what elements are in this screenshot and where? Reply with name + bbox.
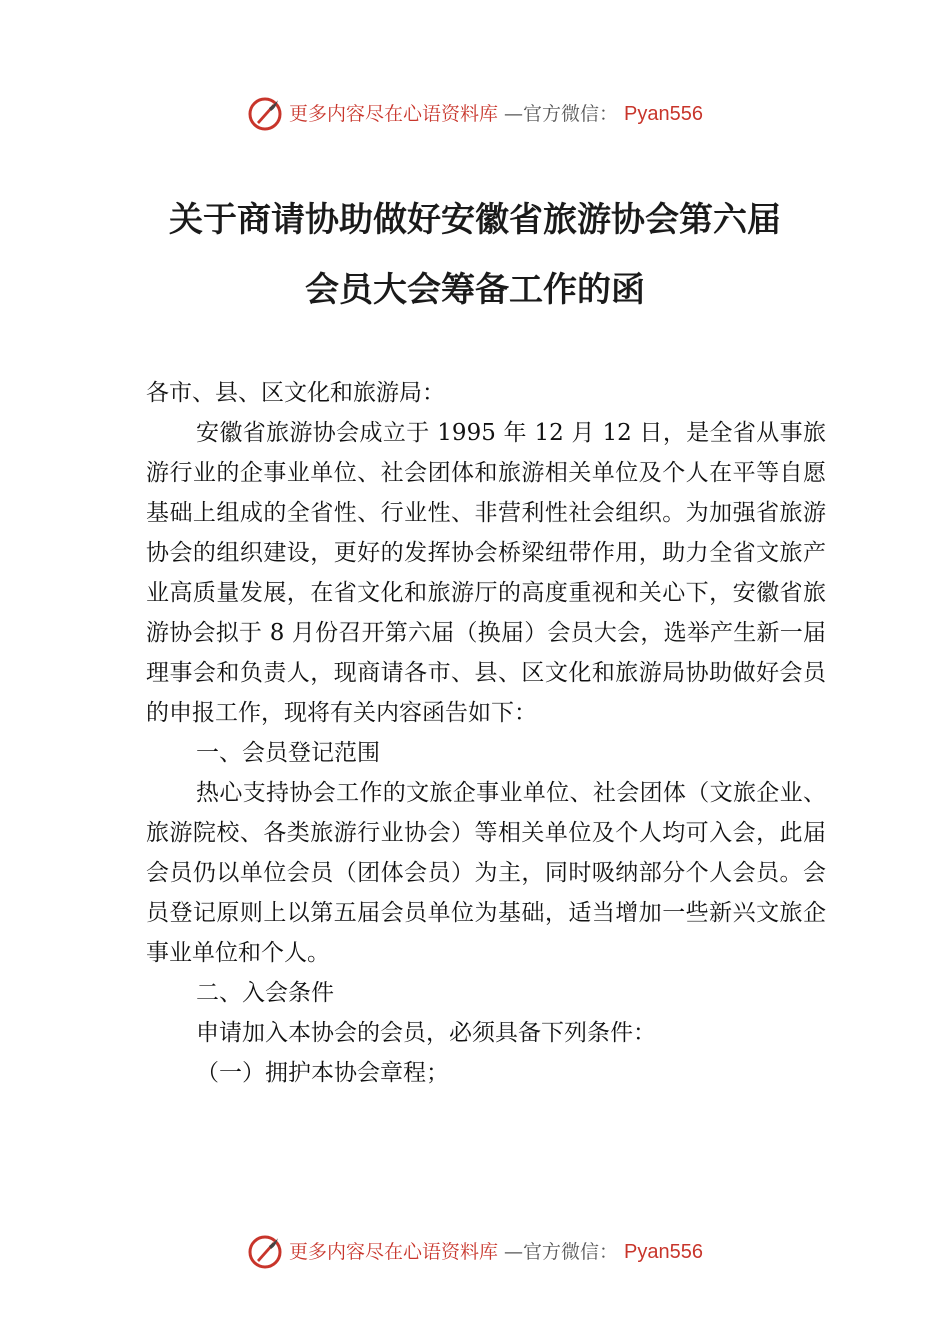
- watermark-header: [0, 94, 950, 134]
- quill-logo-icon: [247, 1234, 283, 1270]
- paragraph-conditions: 申请加入本协会的会员，必须具备下列条件：: [196, 1020, 656, 1046]
- watermark-red-text: 更多内容尽在心语资料库: [289, 1241, 499, 1263]
- watermark-gray-text: —官方微信：: [504, 103, 619, 125]
- condition-item-1: （一）拥护本协会章程；: [196, 1060, 449, 1086]
- watermark-gray-text: —官方微信：: [504, 1241, 619, 1263]
- watermark-footer: [0, 1232, 950, 1272]
- quill-logo-icon: [247, 96, 283, 132]
- document-title-line1: 关于商请协助做好安徽省旅游协会第六届: [169, 200, 781, 240]
- watermark-red-text: 更多内容尽在心语资料库: [289, 103, 499, 125]
- document-title-line2: 会员大会筹备工作的函: [305, 270, 645, 310]
- paragraph-scope: 热心支持协会工作的文旅企事业单位、社会团体（文旅企业、旅游院校、各类旅游行业协会）等相关单位及个人均可入会，此届会员仍以单位会员（团体会员）为主，同时吸纳部分个人会员。会员登记原则上以第五届会员单位为基础，适当增加一些新兴文旅企事业单位和个人。: [146, 780, 826, 966]
- watermark-id-text: Pyan556: [624, 1241, 703, 1263]
- salutation: 各市、县、区文化和旅游局：: [146, 380, 445, 406]
- watermark-id-text: Pyan556: [624, 103, 703, 125]
- section-heading-1: 一、会员登记范围: [196, 740, 380, 766]
- document-body: [146, 373, 826, 1093]
- section-heading-2: 二、入会条件: [196, 980, 334, 1006]
- paragraph-intro: 安徽省旅游协会成立于 1995 年 12 月 12 日，是全省从事旅游行业的企事业单位、社会团体和旅游相关单位及个人在平等自愿基础上组成的全省性、行业性、非营利性社会组织。为加强省旅游协会的组织建设，更好的发挥协会桥梁纽带作用，助力全省文旅产业高质量发展，在省文化和旅游厅的高度重视和关心下，安徽省旅游协会拟于 8 月份召开第六届（换届）会员大会，选举产生新一届理事会和负责人，现商请各市、县、区文化和旅游局协助做好会员的申报工作，现将有关内容函告如下：: [146, 420, 826, 726]
